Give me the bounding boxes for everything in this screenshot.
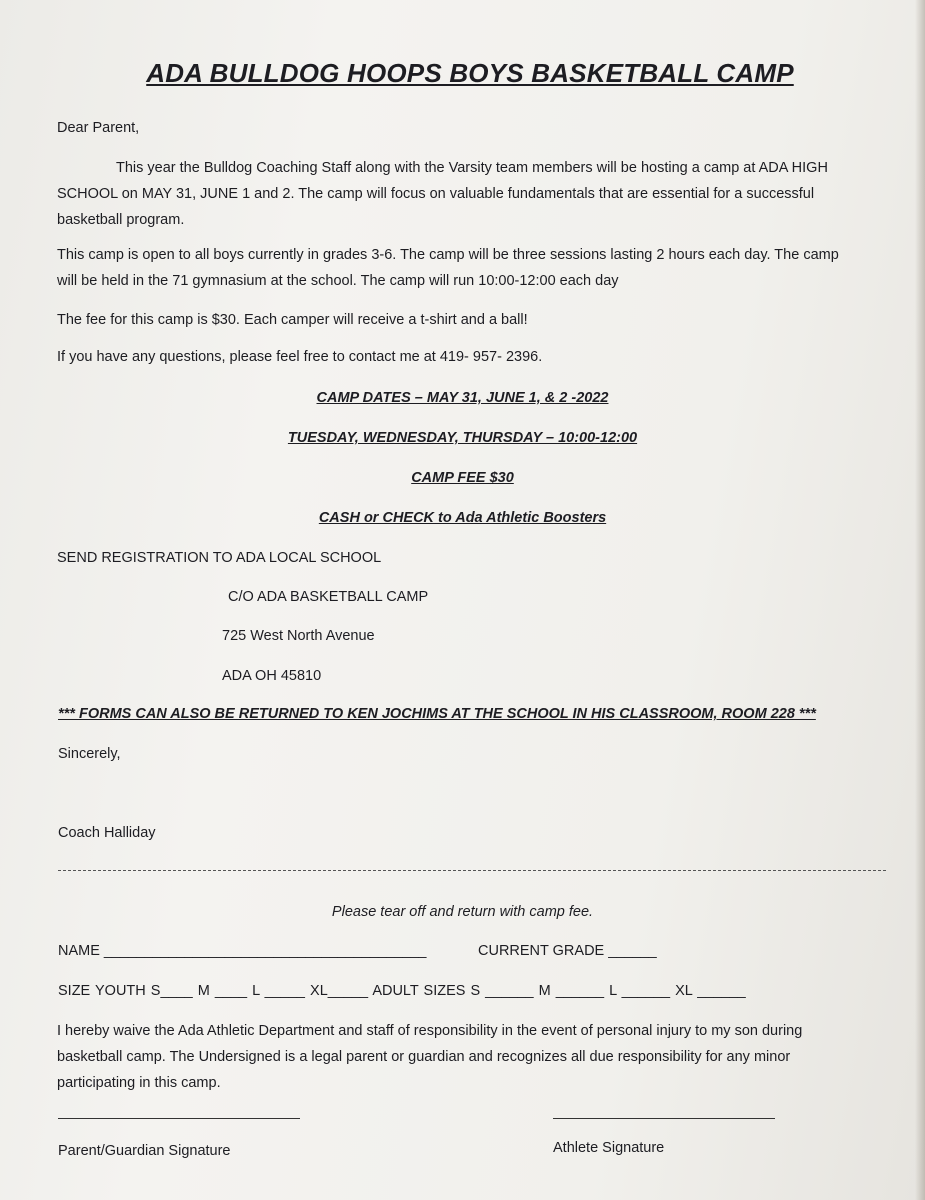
page-title: ADA BULLDOG HOOPS BOYS BASKETBALL CAMP — [146, 58, 794, 88]
shirt-size-fields[interactable]: SIZE YOUTH S____ M ____ L _____ XL_____ ADULT SIZES S ______ M ______ L ______ XL ______ — [58, 983, 746, 999]
waiver-line-1: I hereby waive the Ada Athletic Department and staff of responsibility in the event of personal injury to my son during — [57, 1023, 803, 1039]
paper-edge-shadow — [915, 0, 925, 1200]
camp-fee-heading: CAMP FEE $30 — [411, 470, 514, 486]
athlete-signature-label: Athlete Signature — [553, 1140, 665, 1156]
tear-off-instruction: Please tear off and return with camp fee. — [331, 904, 594, 920]
parent-signature-line[interactable] — [58, 1118, 300, 1119]
tear-off-line[interactable] — [58, 870, 886, 871]
camp-dates-heading: CAMP DATES – MAY 31, JUNE 1, & 2 -2022 — [316, 390, 609, 406]
name-field[interactable]: NAME ________________________________________ — [58, 943, 427, 959]
address-line-3: ADA OH 45810 — [222, 668, 322, 684]
details-line-2: will be held in the 71 gymnasium at the school. The camp will run 10:00-12:00 each day — [57, 273, 619, 289]
intro-line-1: This year the Bulldog Coaching Staff along with the Varsity team members will be hosting a camp at ADA HIGH — [116, 160, 828, 176]
closing: Sincerely, — [58, 746, 121, 762]
address-line-2: 725 West North Avenue — [222, 628, 375, 644]
payment-heading: CASH or CHECK to Ada Athletic Boosters — [318, 510, 607, 526]
salutation: Dear Parent, — [57, 120, 140, 136]
intro-paragraph — [57, 155, 902, 233]
parent-signature-label: Parent/Guardian Signature — [58, 1143, 231, 1159]
athlete-signature-line[interactable] — [553, 1118, 775, 1119]
address-line-1: C/O ADA BASKETBALL CAMP — [228, 589, 429, 605]
grade-field[interactable]: CURRENT GRADE ______ — [478, 943, 657, 959]
forms-return-note: *** FORMS CAN ALSO BE RETURNED TO KEN JOCHIMS AT THE SCHOOL IN HIS CLASSROOM, ROOM 228 *** — [58, 706, 816, 722]
coach-signoff: Coach Halliday — [58, 825, 156, 841]
waiver-paragraph — [57, 1018, 902, 1096]
waiver-line-3: participating in this camp. — [57, 1075, 221, 1091]
fee-paragraph: The fee for this camp is $30. Each camper will receive a t-shirt and a ball! — [57, 312, 528, 328]
registration-intro: SEND REGISTRATION TO ADA LOCAL SCHOOL — [57, 550, 382, 566]
camp-days-heading: TUESDAY, WEDNESDAY, THURSDAY – 10:00-12:00 — [287, 430, 638, 446]
contact-paragraph: If you have any questions, please feel free to contact me at 419- 957- 2396. — [57, 349, 543, 365]
intro-line-2: SCHOOL on MAY 31, JUNE 1 and 2. The camp will focus on valuable fundamentals that are essential for a successful — [57, 186, 815, 202]
waiver-line-2: basketball camp. The Undersigned is a legal parent or guardian and recognizes all due responsibility for any minor — [57, 1049, 791, 1065]
intro-line-3: basketball program. — [57, 212, 185, 228]
camp-details-paragraph — [57, 242, 902, 294]
details-line-1: This camp is open to all boys currently in grades 3-6. The camp will be three sessions lasting 2 hours each day. The camp — [57, 247, 839, 263]
